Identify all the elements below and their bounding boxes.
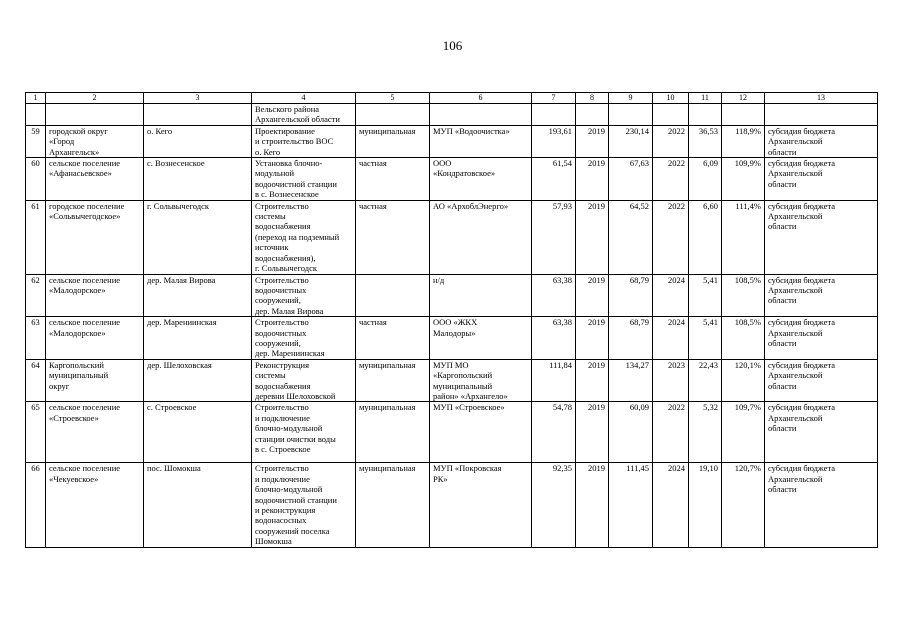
year-cell: 2023 <box>653 359 689 402</box>
value-cell: 111,45 <box>609 463 653 547</box>
column-header: 12 <box>722 93 765 104</box>
event-cell: Строительство водоочистных сооружений, дер. Марениинская <box>252 317 356 360</box>
ownership-cell: частная <box>356 317 430 360</box>
value-cell: 111,84 <box>532 359 576 402</box>
ownership-cell <box>356 274 430 317</box>
year-cell: 2022 <box>653 402 689 455</box>
table-row <box>26 125 878 157</box>
continuation-row <box>26 104 878 126</box>
funding-source-cell: субсидия бюджета Архангельской области <box>765 158 878 201</box>
municipality-cell: сельское поселение «Малодорское» <box>46 274 144 317</box>
column-header: 8 <box>576 93 609 104</box>
value-cell: 22,43 <box>689 359 722 402</box>
value-cell: 64,52 <box>609 200 653 274</box>
ownership-cell: частная <box>356 158 430 201</box>
row-number: 59 <box>26 125 46 157</box>
municipality-cell: сельское поселение «Малодорское» <box>46 317 144 360</box>
percent-cell: 111,4% <box>722 200 765 274</box>
column-header: 11 <box>689 93 722 104</box>
year-cell: 2019 <box>576 274 609 317</box>
event-cell: Строительство и подключение блочно-модульной водоочистной станции и реконструкция водонасосных сооружений поселка Шомокша <box>252 463 356 547</box>
municipality-cell: сельское поселение «Чекуевское» <box>46 463 144 547</box>
column-header: 13 <box>765 93 878 104</box>
funding-source-cell: субсидия бюджета Архангельской области <box>765 463 878 547</box>
operator-cell: МУП «Водоочистка» <box>430 125 532 157</box>
column-header: 3 <box>144 93 252 104</box>
table-row <box>26 158 878 201</box>
year-cell: 2019 <box>576 125 609 157</box>
column-header: 6 <box>430 93 532 104</box>
value-cell: 19,10 <box>689 463 722 547</box>
year-cell: 2022 <box>653 158 689 201</box>
value-cell: 92,35 <box>532 463 576 547</box>
year-cell: 2019 <box>576 200 609 274</box>
row-number: 66 <box>26 463 46 547</box>
funding-source-cell: субсидия бюджета Архангельской области <box>765 359 878 402</box>
row-number: 64 <box>26 359 46 402</box>
table-row <box>26 274 878 317</box>
table-row <box>26 200 878 274</box>
value-cell: 63,38 <box>532 274 576 317</box>
row-spacer <box>26 454 878 463</box>
row-number: 60 <box>26 158 46 201</box>
table-row <box>26 317 878 360</box>
year-cell: 2024 <box>653 317 689 360</box>
year-cell: 2019 <box>576 402 609 455</box>
municipality-cell: городской округ «Город Архангельск» <box>46 125 144 157</box>
value-cell: 193,61 <box>532 125 576 157</box>
year-cell: 2019 <box>576 463 609 547</box>
funding-source-cell: субсидия бюджета Архангельской области <box>765 125 878 157</box>
percent-cell: 109,7% <box>722 402 765 455</box>
page-number: 106 <box>442 38 463 53</box>
settlement-cell: дер. Марениинская <box>144 317 252 360</box>
row-number: 63 <box>26 317 46 360</box>
data-table <box>25 92 878 548</box>
column-header: 9 <box>609 93 653 104</box>
table-row <box>26 463 878 547</box>
operator-cell: МУП «Покровская РК» <box>430 463 532 547</box>
value-cell: 5,41 <box>689 317 722 360</box>
municipality-cell: сельское поселение «Афанасьевское» <box>46 158 144 201</box>
event-cell: Проектирование и строительство ВОС о. Кего <box>252 125 356 157</box>
settlement-cell: г. Сольвычегодск <box>144 200 252 274</box>
year-cell: 2019 <box>576 317 609 360</box>
row-number: 65 <box>26 402 46 455</box>
column-header: 5 <box>356 93 430 104</box>
value-cell: 6,09 <box>689 158 722 201</box>
value-cell: 67,63 <box>609 158 653 201</box>
value-cell: 68,79 <box>609 274 653 317</box>
column-header: 1 <box>26 93 46 104</box>
ownership-cell: муниципальная <box>356 402 430 455</box>
event-cell: Строительство системы водоснабжения (переход на подземный источник водоснабжения), г. Сольвычегодск <box>252 200 356 274</box>
settlement-cell: с. Строевское <box>144 402 252 455</box>
percent-cell: 118,9% <box>722 125 765 157</box>
event-cell: Строительство водоочистных сооружений, дер. Малая Вирова <box>252 274 356 317</box>
operator-cell: АО «АрхоблЭнерго» <box>430 200 532 274</box>
percent-cell: 108,5% <box>722 317 765 360</box>
year-cell: 2022 <box>653 125 689 157</box>
row-number: 61 <box>26 200 46 274</box>
percent-cell: 120,1% <box>722 359 765 402</box>
percent-cell: 120,7% <box>722 463 765 547</box>
column-header: 7 <box>532 93 576 104</box>
table-row <box>26 402 878 455</box>
value-cell: 230,14 <box>609 125 653 157</box>
settlement-cell: дер. Шелоховская <box>144 359 252 402</box>
column-header: 4 <box>252 93 356 104</box>
operator-cell: ООО «Кондратовское» <box>430 158 532 201</box>
funding-source-cell: субсидия бюджета Архангельской области <box>765 317 878 360</box>
value-cell: 36,53 <box>689 125 722 157</box>
value-cell: 134,27 <box>609 359 653 402</box>
event-cell: Установка блочно- модульной водоочистной станции в с. Вознесенское <box>252 158 356 201</box>
settlement-cell: дер. Малая Вирова <box>144 274 252 317</box>
continuation-text: Вельского района Архангельской области <box>252 104 356 126</box>
operator-cell: МУП «Строевское» <box>430 402 532 455</box>
year-cell: 2024 <box>653 274 689 317</box>
municipality-cell: городское поселение «Сольвычегодское» <box>46 200 144 274</box>
event-cell: Строительство и подключение блочно-модульной станции очистки воды в с. Строевское <box>252 402 356 455</box>
value-cell: 54,78 <box>532 402 576 455</box>
settlement-cell: с. Вознесенское <box>144 158 252 201</box>
value-cell: 60,09 <box>609 402 653 455</box>
year-cell: 2024 <box>653 463 689 547</box>
value-cell: 61,54 <box>532 158 576 201</box>
value-cell: 5,32 <box>689 402 722 455</box>
event-cell: Реконструкция системы водоснабжения деревни Шелоховской <box>252 359 356 402</box>
operator-cell: МУП МО «Каргопольский муниципальный район» «Архангело» <box>430 359 532 402</box>
row-number: 62 <box>26 274 46 317</box>
settlement-cell: о. Кего <box>144 125 252 157</box>
funding-source-cell: субсидия бюджета Архангельской области <box>765 200 878 274</box>
value-cell: 63,38 <box>532 317 576 360</box>
value-cell: 68,79 <box>609 317 653 360</box>
value-cell: 57,93 <box>532 200 576 274</box>
municipality-cell: Каргопольский муниципальный округ <box>46 359 144 402</box>
column-header: 2 <box>46 93 144 104</box>
percent-cell: 108,5% <box>722 274 765 317</box>
municipality-cell: сельское поселение «Строевское» <box>46 402 144 455</box>
value-cell: 5,41 <box>689 274 722 317</box>
funding-source-cell: субсидия бюджета Архангельской области <box>765 402 878 455</box>
funding-source-cell: субсидия бюджета Архангельской области <box>765 274 878 317</box>
ownership-cell: частная <box>356 200 430 274</box>
settlement-cell: пос. Шомокша <box>144 463 252 547</box>
operator-cell: ООО «ЖКХ Малодоры» <box>430 317 532 360</box>
percent-cell: 109,9% <box>722 158 765 201</box>
ownership-cell: муниципальная <box>356 359 430 402</box>
ownership-cell: муниципальная <box>356 125 430 157</box>
table-row <box>26 359 878 402</box>
ownership-cell: муниципальная <box>356 463 430 547</box>
operator-cell: н/д <box>430 274 532 317</box>
year-cell: 2019 <box>576 158 609 201</box>
column-number-row <box>26 93 878 104</box>
value-cell: 6,60 <box>689 200 722 274</box>
column-header: 10 <box>653 93 689 104</box>
year-cell: 2019 <box>576 359 609 402</box>
year-cell: 2022 <box>653 200 689 274</box>
